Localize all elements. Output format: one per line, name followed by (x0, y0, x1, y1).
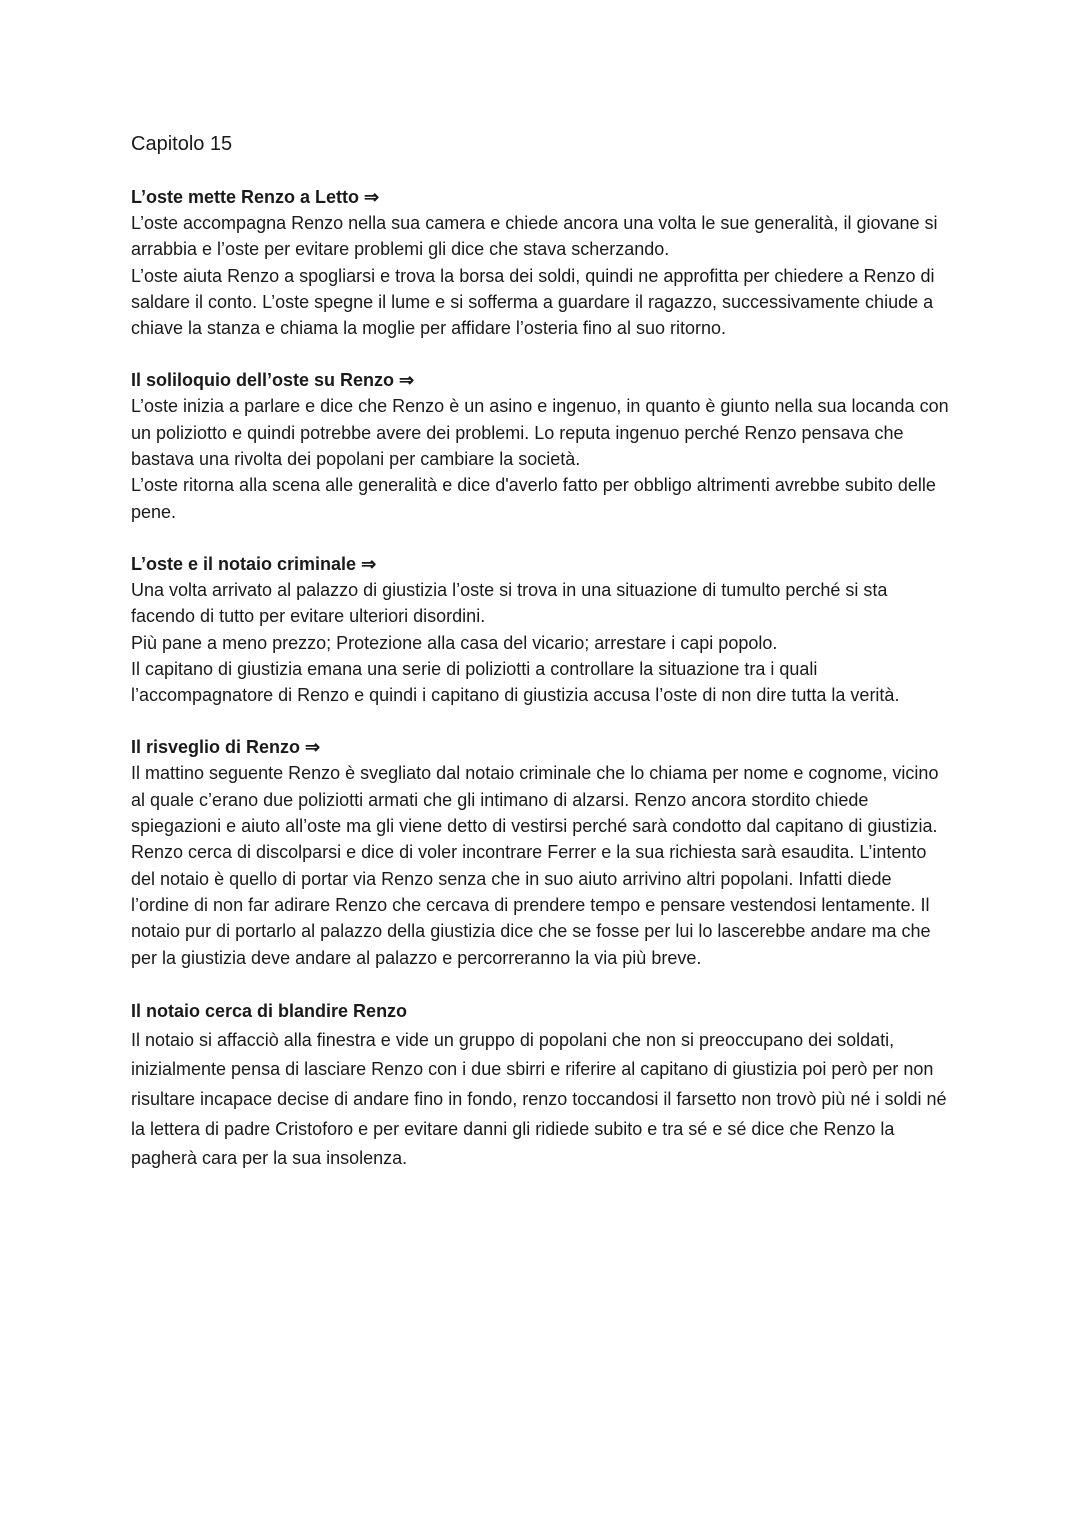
chapter-title: Capitolo 15 (131, 133, 233, 155)
section-notaio-cerca-di-blandire-renzo (131, 997, 951, 1174)
section-oste-mette-renzo-a-letto (131, 184, 951, 341)
paragraph: Il notaio si affacciò alla finestra e vide un gruppo di popolani che non si preoccupano dei soldati, inizialmente pensa di lasciare Renzo con i due sbirri e riferire al capitano di giustizia poi però per non risultare incapace decise di andare fino in fondo, renzo toccandosi il farsetto non trovò più né i soldi né la lettera di padre Cristoforo e per evitare danni gli ridiede subito e tra sé e sé dice che Renzo la pagherà cara per la sua insolenza. (131, 1029, 947, 1169)
paragraph: Il capitano di giustizia emana una serie di poliziotti a controllare la situazione tra i quali l’accompagnatore di Renzo e quindi i capitano di giustizia accusa l’oste di non dire tutta la verità. (131, 658, 900, 706)
section-heading: Il notaio cerca di blandire Renzo (131, 1000, 408, 1021)
document-page (131, 130, 951, 1200)
paragraph: Una volta arrivato al palazzo di giustizia l’oste si trova in una situazione di tumulto perché si sta facendo di tutto per evitare ulteriori disordini. (131, 579, 888, 627)
paragraph: L’oste aiuta Renzo a spogliarsi e trova la borsa dei soldi, quindi ne approfitta per chiedere a Renzo di saldare il conto. L’oste spegne il lume e si sofferma a guardare il ragazzo, successivamente chiude a chiave la stanza e chiama la moglie per affidare l’osteria fino al suo ritorno. (131, 265, 935, 339)
paragraph: L’oste ritorna alla scena alle generalità e dice d'averlo fatto per obbligo altrimenti avrebbe subito delle pene. (131, 475, 936, 522)
section-heading: Il soliloquio dell’oste su Renzo ⇒ (131, 370, 415, 391)
paragraph: Più pane a meno prezzo; Protezione alla casa del vicario; arrestare i capi popolo. (131, 632, 778, 653)
section-heading: L’oste e il notaio criminale ⇒ (131, 553, 377, 574)
paragraph: L’oste accompagna Renzo nella sua camera e chiede ancora una volta le sue generalità, il giovane si arrabbia e l’oste per evitare problemi gli dice che stava scherzando. (131, 213, 938, 260)
section-oste-e-notaio-criminale (131, 551, 951, 708)
paragraph: L’oste inizia a parlare e dice che Renzo è un asino e ingenuo, in quanto è giunto nella sua locanda con un poliziotto e quindi potrebbe avere dei problemi. Lo reputa ingenuo perché Renzo pensava che bastava una rivolta dei popolani per cambiare la società. (131, 396, 949, 470)
section-risveglio-di-renzo (131, 734, 951, 970)
section-soliloquio-oste (131, 367, 951, 524)
section-heading: Il risveglio di Renzo ⇒ (131, 737, 321, 758)
paragraph: Il mattino seguente Renzo è svegliato dal notaio criminale che lo chiama per nome e cognome, vicino al quale c’erano due poliziotti armati che gli intimano di alzarsi. Renzo ancora stordito chiede spiegazioni e aiuto all’oste ma gli viene detto di vestirsi perché sarà condotto dal capitano di giustizia. Renzo cerca di discolparsi e dice di voler incontrare Ferrer e la sua richiesta sarà esaudita. L’intento del notaio è quello di portar via Renzo senza che in suo aiuto arrivino altri popolani. Infatti diede l’ordine di non far adirare Renzo che cercava di prendere tempo e pensare vestendosi lentamente. Il notaio pur di portarlo al palazzo della giustizia dice che se fosse per lui lo lascerebbe andare ma che per la giustizia deve andare al palazzo e percorreranno la via più breve. (131, 763, 939, 968)
section-heading: L’oste mette Renzo a Letto ⇒ (131, 187, 380, 207)
